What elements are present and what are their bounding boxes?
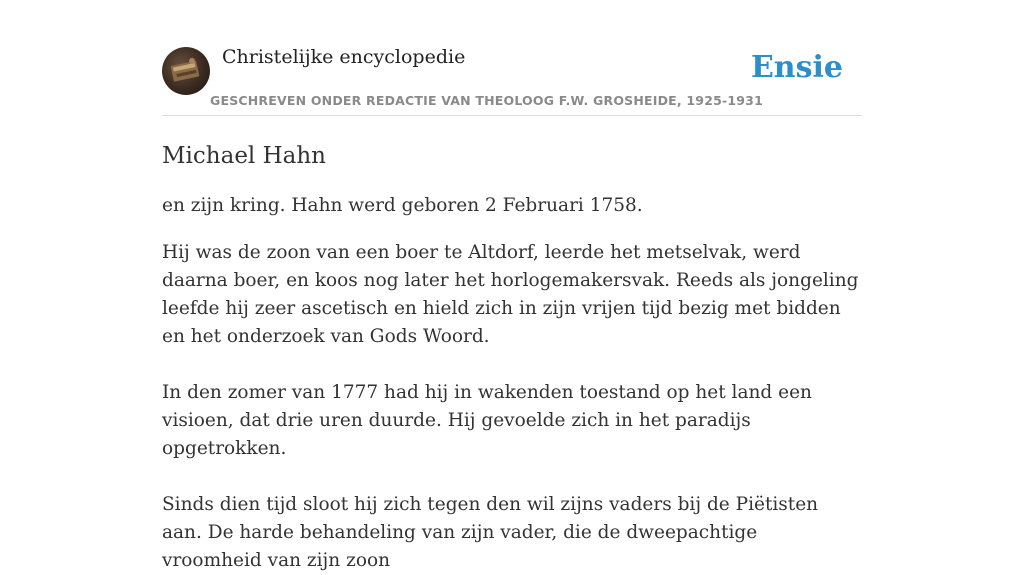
book-photo-icon bbox=[162, 47, 210, 95]
article-paragraph: In den zomer van 1777 had hij in wakenden toestand op het land een visioen, dat drie uren duurde. Hij gevoelde zich in het paradijs opgetrokken. bbox=[162, 382, 812, 459]
encyclopedia-avatar[interactable] bbox=[162, 47, 210, 95]
article-intro: en zijn kring. Hahn werd geboren 2 Februari 1758. bbox=[162, 195, 643, 216]
article-title: Michael Hahn bbox=[162, 143, 326, 169]
article-paragraph: Sinds dien tijd sloot hij zich tegen den wil zijns vaders bij de Piëtisten aan. De harde behandeling van zijn vader, die de dweepachtige vroomheid van zijn zoon bbox=[162, 494, 819, 571]
ensie-logo[interactable]: Ensie bbox=[750, 50, 843, 85]
site-title[interactable]: Christelijke encyclopedie bbox=[222, 46, 466, 68]
page-container bbox=[162, 0, 862, 575]
site-header bbox=[162, 0, 862, 116]
site-subtitle: GESCHREVEN ONDER REDACTIE VAN THEOLOOG F.W. GROSHEIDE, 1925-1931 bbox=[210, 93, 763, 108]
article-paragraph: Hij was de zoon van een boer te Altdorf, leerde het metselvak, werd daarna boer, en koos nog later het horlogemakersvak. Reeds als jongeling leefde hij zeer ascetisch en hield zich in zijn vrijen tijd bezig met bidden en het onderzoek van Gods Woord. bbox=[162, 242, 859, 347]
